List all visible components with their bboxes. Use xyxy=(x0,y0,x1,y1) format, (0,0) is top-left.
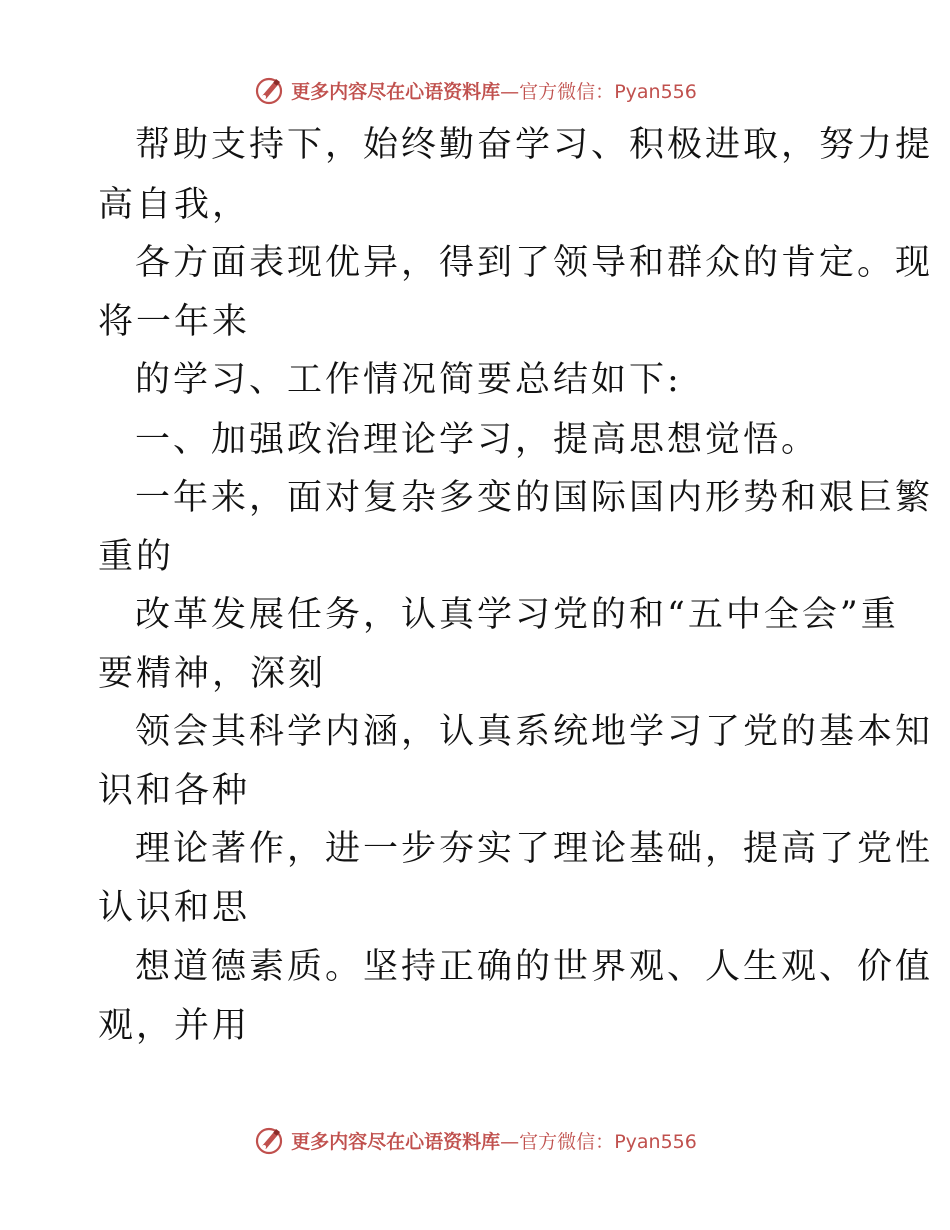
paragraph-line: 识和各种 xyxy=(98,771,251,811)
wechat-label: 官方微信： xyxy=(519,80,615,103)
section-heading: 一、加强政治理论学习，提高思想觉悟。 xyxy=(135,420,820,460)
paragraph-line: 的学习、工作情况简要总结如下: xyxy=(135,360,682,400)
pen-logo-icon xyxy=(253,74,285,106)
paragraph-line: 将一年来 xyxy=(98,302,251,342)
wechat-account: Pyan556 xyxy=(614,1130,697,1153)
paragraph-line: 高自我， xyxy=(98,185,251,225)
site-name: 更多内容尽在心语资料库 xyxy=(291,80,501,103)
paragraph-line: 理论著作，进一步夯实了理论基础，提高了党性 xyxy=(135,829,934,869)
site-name: 更多内容尽在心语资料库 xyxy=(291,1130,501,1153)
banner-text xyxy=(291,77,697,104)
wechat-account: Pyan556 xyxy=(614,80,697,103)
paragraph-line: 改革发展任务，认真学习党的和“五中全会”重 xyxy=(135,595,899,635)
pen-logo-icon xyxy=(253,1124,285,1156)
paragraph-line: 重的 xyxy=(98,537,175,577)
banner-dash: — xyxy=(500,1130,520,1153)
paragraph-line: 各方面表现优异，得到了领导和群众的肯定。现 xyxy=(135,243,934,283)
paragraph-line: 要精神，深刻 xyxy=(98,654,327,694)
wechat-label: 官方微信： xyxy=(519,1130,615,1153)
paragraph-line: 想道德素质。坚持正确的世界观、人生观、价值 xyxy=(135,947,934,987)
banner-dash: — xyxy=(500,80,520,103)
header-watermark-banner xyxy=(0,70,950,110)
banner-text xyxy=(291,1127,697,1154)
footer-watermark-banner xyxy=(0,1120,950,1160)
paragraph-line: 认识和思 xyxy=(98,888,251,928)
paragraph-line: 一年来，面对复杂多变的国际国内形势和艰巨繁 xyxy=(135,478,934,518)
paragraph-line: 观，并用 xyxy=(98,1006,251,1046)
paragraph-line: 领会其科学内涵，认真系统地学习了党的基本知 xyxy=(135,712,934,752)
paragraph-line: 帮助支持下，始终勤奋学习、积极进取，努力提 xyxy=(135,125,934,165)
